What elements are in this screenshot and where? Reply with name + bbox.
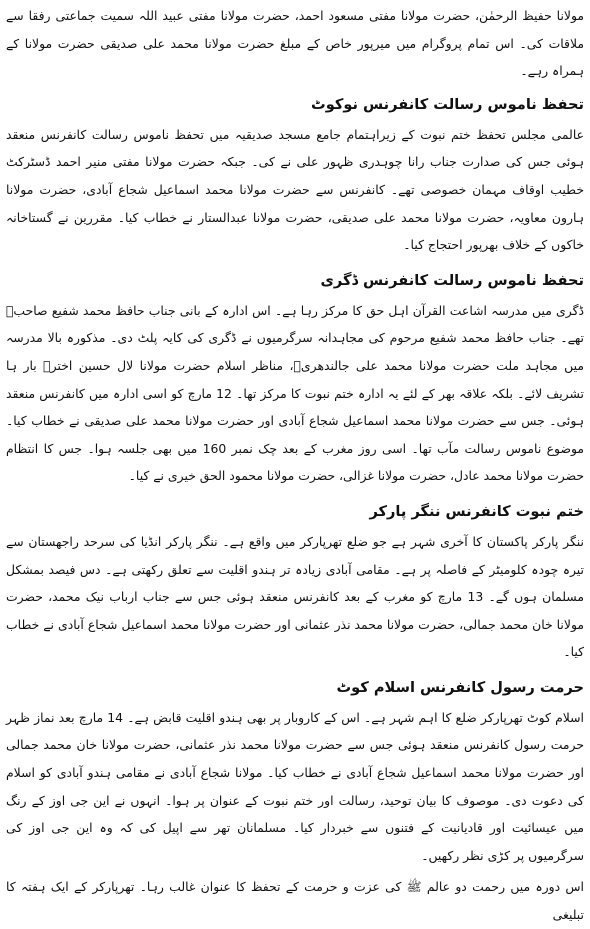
closing-section (6, 873, 584, 928)
section-paragraph: اسلام کوٹ تھرپارکر ضلع کا اہم شہر ہے۔ اس کے کاروبار پر بھی ہندو اقلیت قابض ہے۔ 14 مارچ بعد نماز ظہر حرمت رسول کانفرنس منعقد ہوئی جس سے حضرت مولانا محمد نذر عثمانی، حضرت مولانا خان محمد جمالی اور حضرت مولانا محمد اسماعیل شجاع آبادی نے خطاب کیا۔ مولانا شجاع آبادی نے مقامی ہندو آبادی کو اسلام کی دعوت دی۔ موصوف کا بیان توحید، رسالت اور ختم نبوت کے عنوان پر ہوا۔ انہوں نے این جی اوز کے رنگ میں عیسائیت اور قادیانیت کے فتنوں سے خبردار کیا۔ مسلمانان تھر سے اپیل کی کہ وہ این جی اوز کی سرگرمیوں پر کڑی نظر رکھیں۔ (6, 709, 584, 863)
section-paragraph: ڈگری میں مدرسہ اشاعت القرآن اہل حق کا مرکز رہا ہے۔ اس ادارہ کے بانی جناب حافظ محمد شفیع صاحبؒ تھے۔ جناب حافظ محمد شفیع مرحوم کی مجاہدانہ سرگرمیوں نے ڈگری کی کایہ پلٹ دی۔ مذکورہ بالا مدرسہ میں مجاہد ملت حضرت مولانا محمد علی جالندھریؒ، مناظر اسلام حضرت مولانا لال حسین اخترؒ بار ہا تشریف لائے۔ بلکہ علاقہ بھر کے لئے یہ ادارہ ختم نبوت کا مرکز تھا۔ 12 مارچ کو اسی ادارہ میں کانفرنس منعقد ہوئی۔ جس سے حضرت مولانا محمد اسماعیل شجاع آبادی اور حضرت مولانا محمد علی صدیقی نے خطاب کیا۔ موضوع ناموس رسالت مآب تھا۔ اسی روز مغرب کے بعد چک نمبر 160 میں بھی جلسہ ہوا۔ جس کا انتظام حضرت مولانا محمد عادل، حضرت مولانا غزالی، حضرت مولانا محمود الحق خیری نے کیا۔ (6, 302, 584, 484)
section-khatm-nubuwwat-nagarparkar (6, 500, 584, 666)
section-paragraph: عالمی مجلس تحفظ ختم نبوت کے زیراہتمام جامع مسجد صدیقیہ میں تحفظ ناموس رسالت کانفرنس منعقد ہوئی جس کی صدارت جناب رانا چوہدری ظہور علی نے کی۔ جبکہ حضرت مولانا مفتی منیر احمد ڈسٹرکٹ خطیب اوقاف مہمان خصوصی تھے۔ کانفرنس سے حضرت مولانا محمد اسماعیل شجاع آبادی، حضرت مولانا ہارون معاویہ، حضرت مولانا محمد علی صدیقی، حضرت مولانا عبدالستار نے خطاب کیا۔ مقررین نے گستاخانہ خاکوں کے خلاف بھرپور احتجاج کیا۔ (6, 126, 584, 253)
section-heading: تحفظ ناموس رسالت کانفرنس نوکوٹ (311, 95, 584, 113)
section-paragraph: ننگر پارکر پاکستان کا آخری شہر ہے جو ضلع تھرپارکر میں واقع ہے۔ ننگر پارکر انڈیا کی سرحد راجھستان سے تیرہ چودہ کلومیٹر کے فاصلہ پر ہے۔ مقامی آبادی زیادہ تر ہندو اقلیت سے تعلق رکھتی ہے۔ دس فیصد بمشکل مسلمان ہوں گے۔ 13 مارچ کو مغرب کے بعد کانفرنس منعقد ہوئی جس سے جناب ارباب نیک محمد، حضرت مولانا خان محمد جمالی، حضرت مولانا محمد نذر عثمانی اور حضرت مولانا محمد اسماعیل شجاع آبادی نے خطاب کیا۔ (6, 533, 585, 660)
section-heading: ختم نبوت کانفرنس ننگر پارکر (369, 502, 584, 520)
section-heading: تحفظ ناموس رسالت کانفرنس ڈگری (320, 271, 584, 289)
section-naamoos-risalat-digri (6, 269, 584, 490)
section-naamoos-risalat-naukot (6, 93, 584, 259)
intro-paragraph: مولانا حفیظ الرحمٰن، حضرت مولانا مفتی مسعود احمد، حضرت مولانا مفتی عبید اللہ سمیت جماعتی رفقا سے ملاقات کی۔ اس تمام پروگرام میں میرپور خاص کے مبلغ حضرت مولانا محمد علی صدیقی حضرت مولانا کے ہمراہ رہے۔ (6, 8, 584, 79)
section-heading: حرمت رسول کانفرنس اسلام کوٹ (336, 678, 584, 696)
section-hurmat-rasool-islamkot (6, 676, 584, 870)
closing-paragraph: اس دورہ میں رحمت دو عالم ﷺ کی عزت و حرمت کے تحفظ کا عنوان غالب رہا۔ تھرپارکر کے ایک ہفتہ کا تبلیغی (6, 879, 584, 923)
